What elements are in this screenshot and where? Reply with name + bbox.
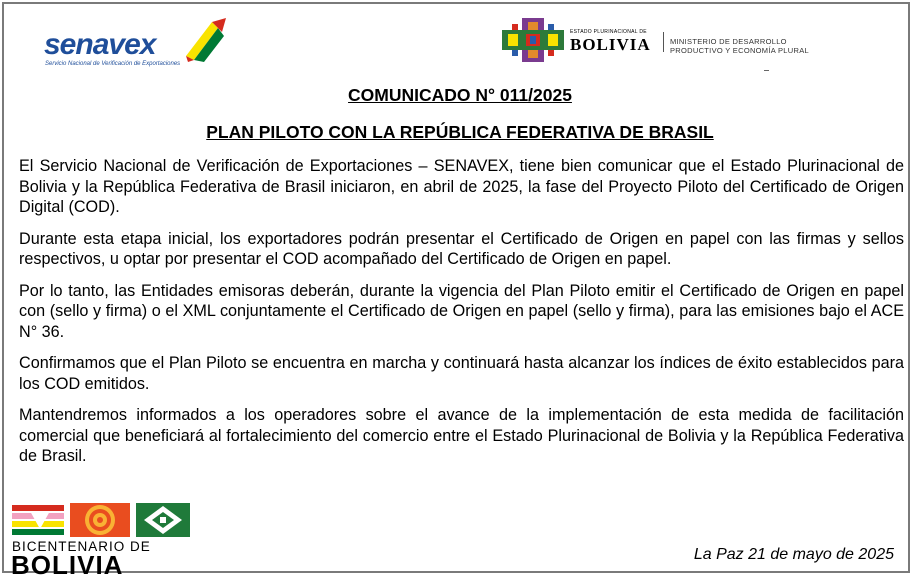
gov-country-name: BOLIVIA: [570, 35, 651, 54]
government-logo: [502, 18, 832, 68]
gov-ministry-line-1: MINISTERIO DE DESARROLLO: [670, 37, 787, 46]
paragraph-1: El Servicio Nacional de Verificación de Exportaciones – SENAVEX, tiene bien comunicar que el Estado Plurinacional de Bolivia y la República Federativa de Brasil iniciaron, en abril de 2025, la fase del Proyecto Piloto del Certificado de Origen Digital (COD).: [19, 157, 904, 216]
gov-ministry-line-2: PRODUCTIVO Y ECONOMÍA PLURAL: [670, 46, 809, 55]
gov-ministry-name: [670, 37, 809, 55]
senavex-wordmark: senavex: [44, 28, 156, 61]
bicentenario-pattern-icon: [10, 501, 192, 539]
document-date: La Paz 21 de mayo de 2025: [693, 546, 894, 563]
gov-small-caption: ESTADO PLURINACIONAL DE: [570, 29, 647, 35]
plurinational-emblem-icon: [502, 18, 564, 62]
document-title: COMUNICADO N° 011/2025: [348, 85, 572, 105]
bicentenario-line-1: BICENTENARIO DE: [12, 539, 151, 554]
document-subtitle: PLAN PILOTO CON LA REPÚBLICA FEDERATIVA DE BRASIL: [206, 122, 714, 142]
gov-divider: [663, 32, 664, 52]
paragraph-2: Durante esta etapa inicial, los exportadores podrán presentar el Certificado de Origen en papel con las firmas y sellos respectivos, u optar por presentar el COD acompañado del Certificado de Origen en papel.: [19, 229, 904, 268]
senavex-arrow-icon: [182, 16, 232, 66]
paragraph-5: Mantendremos informados a los operadores sobre el avance de la implementación de esta medida de facilitación comercial que beneficiará al fortalecimiento del comercio entre el Estado Plurinacional de Bolivia y la República Federativa de Brasil.: [19, 406, 904, 465]
bicentenario-logo: [10, 501, 192, 580]
senavex-subtitle: Servicio Nacional de Verificación de Exportaciones: [45, 61, 181, 67]
paragraph-3: Por lo tanto, las Entidades emisoras deberán, durante la vigencia del Plan Piloto emitir el Certificado de Origen en papel con (sello y firma) o el XML conjuntamente el Certificado de Origen en papel (sello y firma), para las emisiones bajo el ACE N° 36.: [19, 281, 904, 341]
bicentenario-line-2: BOLIVIA: [11, 550, 124, 580]
gov-dash: [764, 70, 769, 71]
document-frame: [2, 2, 910, 580]
senavex-logo: [42, 14, 232, 72]
document-body: [19, 156, 904, 478]
paragraph-4: Confirmamos que el Plan Piloto se encuentra en marcha y continuará hasta alcanzar los índices de éxito establecidos para los COD emitidos.: [19, 354, 904, 393]
